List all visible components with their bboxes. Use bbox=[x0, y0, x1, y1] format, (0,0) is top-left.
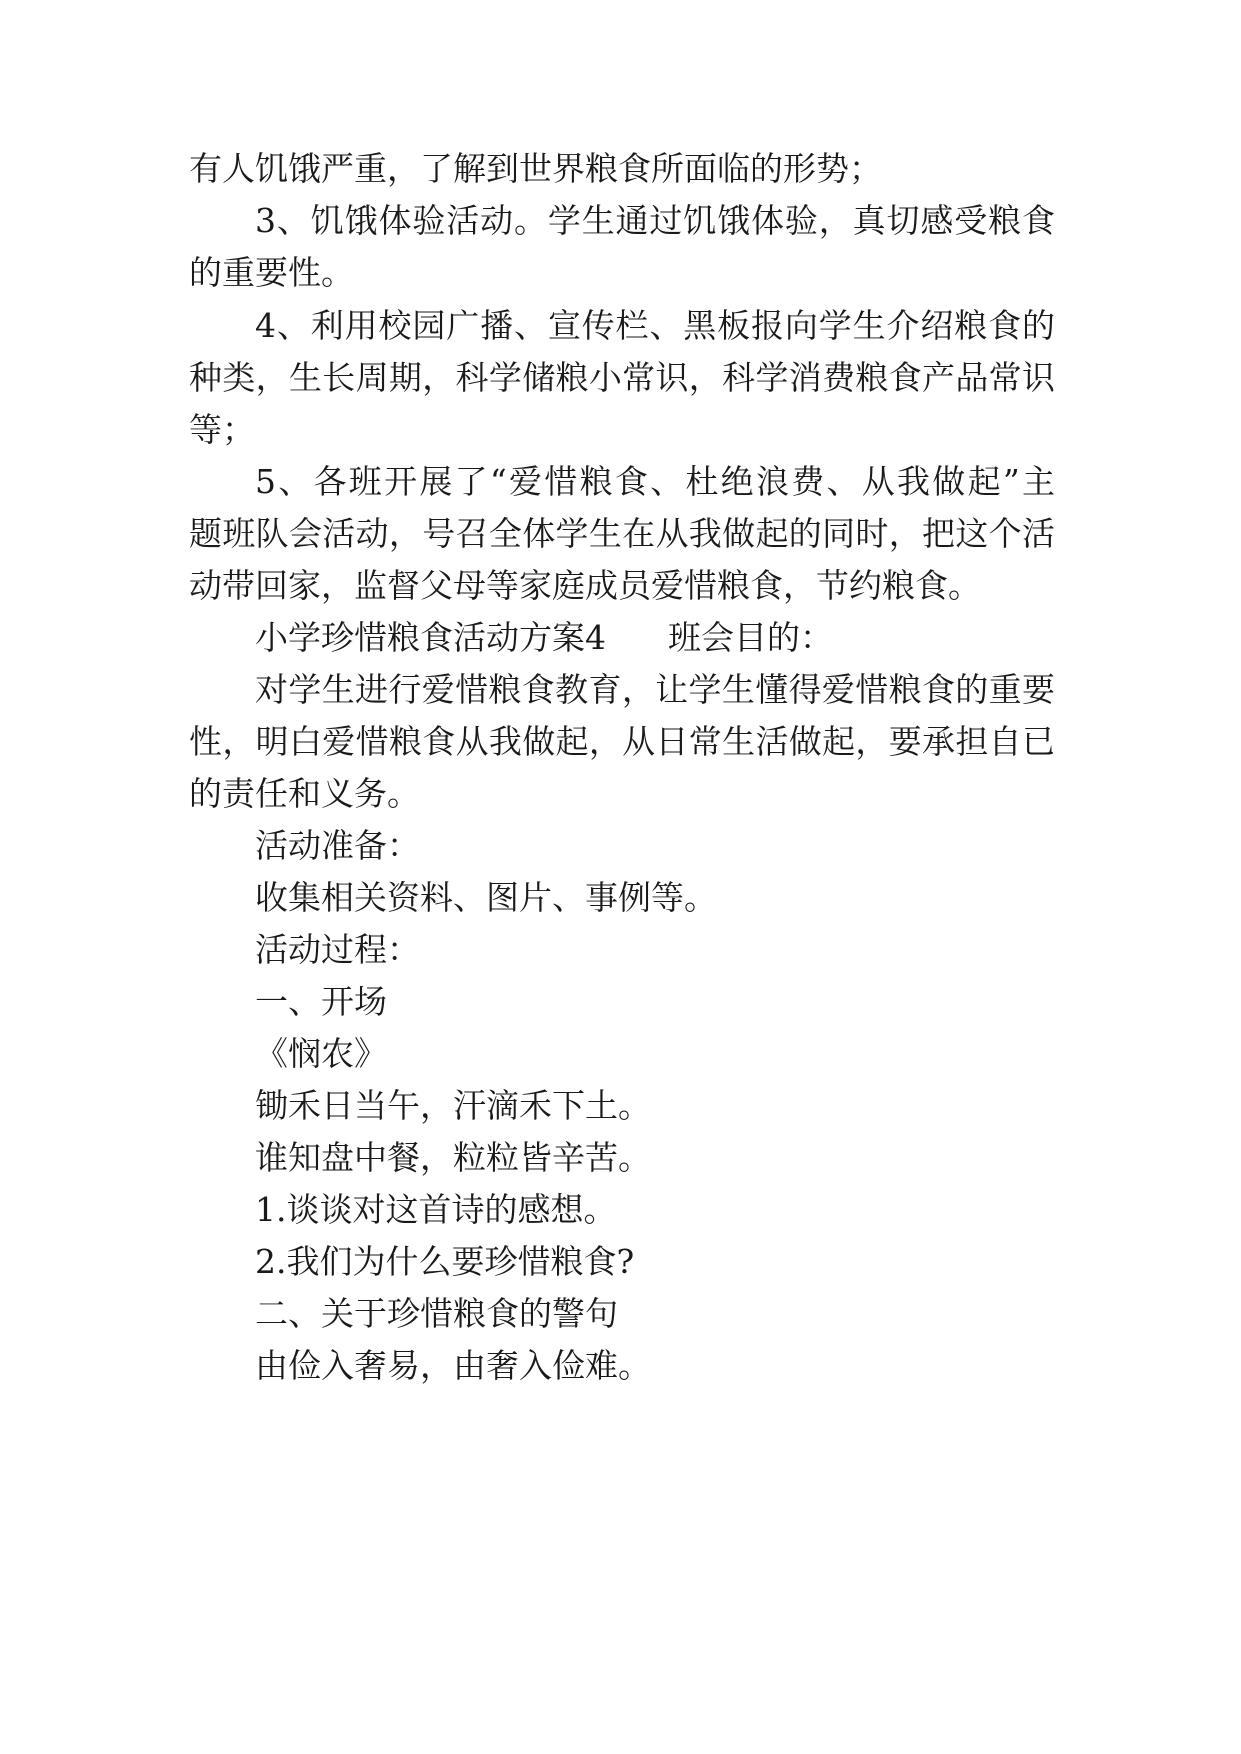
list-item: 1.谈谈对这首诗的感想。 bbox=[255, 1190, 617, 1229]
section-subtitle: 班会目的： bbox=[668, 618, 833, 657]
text-line: 等； bbox=[189, 410, 255, 449]
text-line: 二、关于珍惜粮食的警句 bbox=[255, 1294, 618, 1333]
text-line: 4、利用校园广播、宣传栏、黑板报向学生介绍粮食的 bbox=[255, 306, 1055, 345]
section-heading-line bbox=[255, 609, 1055, 667]
text-line: 由俭入奢易，由奢入俭难。 bbox=[255, 1346, 651, 1385]
poem-line: 谁知盘中餐，粒粒皆辛苦。 bbox=[255, 1138, 651, 1177]
poem-title: 《悯农》 bbox=[255, 1034, 387, 1073]
list-item: 2.我们为什么要珍惜粮食? bbox=[255, 1242, 635, 1281]
text-line: 收集相关资料、图片、事例等。 bbox=[255, 878, 717, 917]
text-line: 3、饥饿体验活动。学生通过饥饿体验，真切感受粮食 bbox=[255, 201, 1055, 240]
text-line: 性，明白爱惜粮食从我做起，从日常生活做起，要承担自已 bbox=[189, 722, 1055, 761]
text-line: 题班队会活动，号召全体学生在从我做起的同时，把这个活 bbox=[189, 514, 1055, 553]
text-line: 种类，生长周期，科学储粮小常识，科学消费粮食产品常识 bbox=[189, 358, 1055, 397]
text-line: 活动过程： bbox=[255, 930, 420, 969]
text-line: 活动准备： bbox=[255, 826, 420, 865]
section-title: 小学珍惜粮食活动方案4 bbox=[255, 618, 606, 657]
text-line: 对学生进行爱惜粮食教育，让学生懂得爱惜粮食的重要 bbox=[255, 670, 1055, 709]
text-line: 一、开场 bbox=[255, 982, 387, 1021]
text-line: 5、各班开展了“爱惜粮食、杜绝浪费、从我做起”主 bbox=[255, 462, 1055, 501]
text-line: 有人饥饿严重，了解到世界粮食所面临的形势； bbox=[189, 149, 882, 188]
poem-line: 锄禾日当午，汗滴禾下土。 bbox=[255, 1086, 651, 1125]
text-line: 动带回家，监督父母等家庭成员爱惜粮食，节约粮食。 bbox=[189, 566, 981, 605]
text-line: 的重要性。 bbox=[189, 253, 354, 292]
text-line: 的责任和义务。 bbox=[189, 774, 420, 813]
